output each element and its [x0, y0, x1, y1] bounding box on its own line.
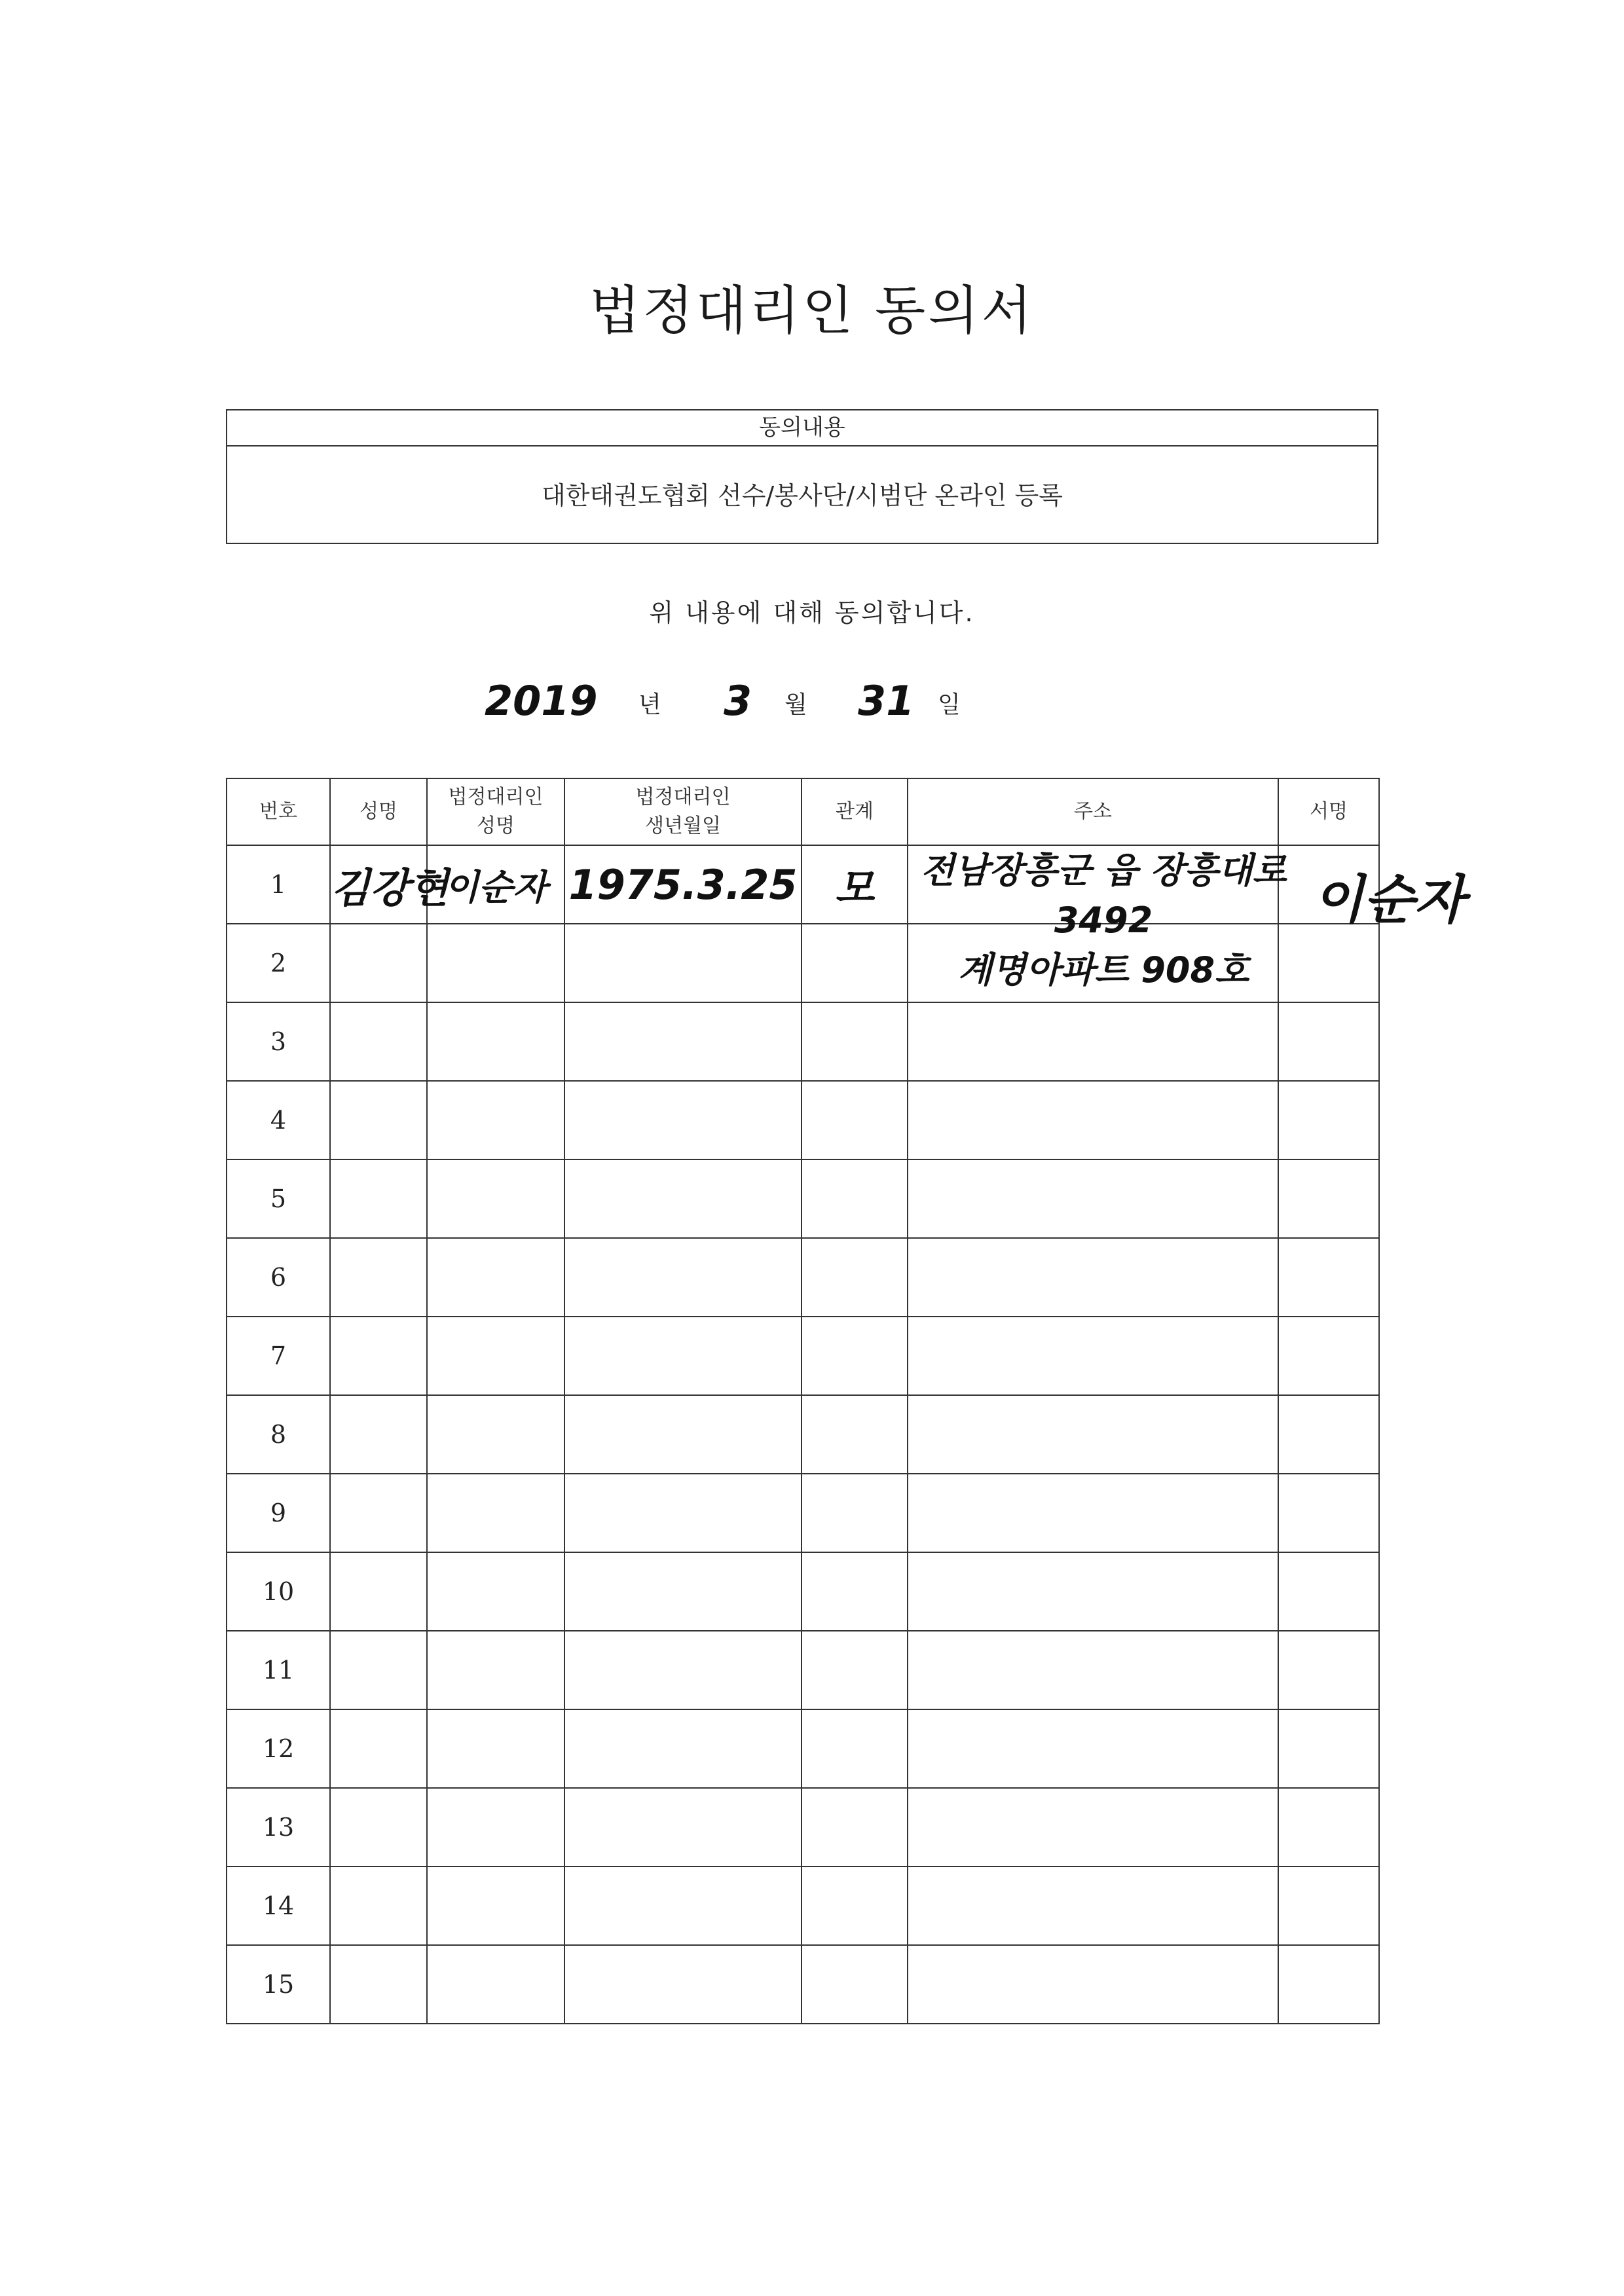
row-guardian-name-cell [427, 845, 564, 924]
empty-cell [908, 1552, 1278, 1631]
row-address-line2: 계명아파트 908호 [957, 949, 1249, 991]
empty-cell [330, 924, 427, 1002]
empty-cell [427, 1317, 564, 1395]
row-relation: 모 [835, 864, 874, 912]
empty-cell [564, 1159, 802, 1238]
empty-cell [427, 1867, 564, 1945]
empty-cell [427, 1552, 564, 1631]
empty-cell [330, 1945, 427, 2024]
empty-cell [564, 924, 802, 1002]
empty-cell [564, 1552, 802, 1631]
empty-cell [330, 1631, 427, 1709]
row-relation-cell [802, 845, 908, 924]
table-row [227, 1159, 1379, 1238]
empty-cell [908, 1709, 1278, 1788]
empty-cell [908, 1945, 1278, 2024]
table-row [227, 1552, 1379, 1631]
empty-cell [802, 1709, 908, 1788]
empty-cell [1278, 1867, 1379, 1945]
empty-cell [1278, 1788, 1379, 1867]
table-row [227, 1474, 1379, 1552]
row-name: 김강현 [331, 864, 449, 912]
empty-cell [330, 1788, 427, 1867]
empty-cell [1278, 1631, 1379, 1709]
empty-cell [802, 1238, 908, 1317]
empty-cell [564, 1474, 802, 1552]
row-number: 1 [227, 845, 330, 924]
table-row [227, 1631, 1379, 1709]
row-number: 10 [227, 1552, 330, 1631]
row-number: 5 [227, 1159, 330, 1238]
empty-cell [908, 1317, 1278, 1395]
empty-cell [1278, 1474, 1379, 1552]
empty-cell [427, 1395, 564, 1474]
header-address: 주소 [908, 778, 1278, 845]
header-guardian-name-line1: 법정대리인 [448, 786, 544, 809]
table-row [227, 1867, 1379, 1945]
empty-cell [427, 1474, 564, 1552]
agree-statement: 위 내용에 대해 동의합니다. [649, 598, 975, 627]
empty-cell [330, 1395, 427, 1474]
row-number: 15 [227, 1945, 330, 2024]
empty-cell [564, 1002, 802, 1081]
empty-cell [802, 1317, 908, 1395]
table-row [227, 1002, 1379, 1081]
empty-cell [802, 924, 908, 1002]
table-header-row [227, 778, 1379, 845]
empty-cell [908, 1002, 1278, 1081]
empty-cell [802, 1159, 908, 1238]
empty-cell [564, 1867, 802, 1945]
empty-cell [564, 1395, 802, 1474]
consent-box [226, 409, 1378, 544]
empty-cell [427, 1081, 564, 1159]
empty-cell [908, 1238, 1278, 1317]
empty-cell [1278, 1395, 1379, 1474]
empty-cell [1278, 1238, 1379, 1317]
header-relation: 관계 [802, 778, 908, 845]
header-signature: 서명 [1278, 778, 1379, 845]
header-guardian-name-line2: 성명 [477, 814, 515, 837]
row-number: 14 [227, 1867, 330, 1945]
empty-cell [330, 1081, 427, 1159]
empty-cell [1278, 1081, 1379, 1159]
empty-cell [802, 1002, 908, 1081]
empty-cell [330, 1002, 427, 1081]
empty-cell [1278, 1002, 1379, 1081]
row-number: 13 [227, 1788, 330, 1867]
date-month: 3 [724, 677, 752, 725]
header-guardian-birth [564, 778, 802, 845]
empty-cell [908, 1474, 1278, 1552]
date-row [0, 674, 1624, 733]
empty-cell [802, 1474, 908, 1552]
row-guardian-birth-cell [564, 845, 802, 924]
empty-cell [908, 1081, 1278, 1159]
row-address [900, 846, 1306, 995]
empty-cell [908, 1159, 1278, 1238]
row-signature: 이순자 [1313, 869, 1465, 930]
date-month-unit: 월 [784, 691, 807, 718]
row-number: 8 [227, 1395, 330, 1474]
consent-content: 대한태권도협회 선수/봉사단/시범단 온라인 등록 [541, 481, 1063, 510]
empty-cell [802, 1081, 908, 1159]
consent-header: 동의내용 [227, 410, 1377, 446]
empty-cell [427, 1631, 564, 1709]
date-year-unit: 년 [638, 691, 661, 718]
row-number: 12 [227, 1709, 330, 1788]
empty-cell [330, 1159, 427, 1238]
empty-cell [427, 924, 564, 1002]
empty-cell [427, 1002, 564, 1081]
empty-cell [802, 1631, 908, 1709]
empty-cell [1278, 1317, 1379, 1395]
date-day: 31 [858, 677, 915, 725]
row-number: 2 [227, 924, 330, 1002]
row-number: 3 [227, 1002, 330, 1081]
row-number: 7 [227, 1317, 330, 1395]
table-row [227, 1317, 1379, 1395]
table-row [227, 1945, 1379, 2024]
empty-cell [908, 1631, 1278, 1709]
empty-cell [802, 1552, 908, 1631]
header-guardian-name [427, 778, 564, 845]
table-row [227, 1081, 1379, 1159]
row-guardian-birth: 1975.3.25 [568, 860, 798, 909]
table-row [227, 1395, 1379, 1474]
empty-cell [427, 1945, 564, 2024]
row-guardian-name: 이순자 [444, 866, 547, 908]
date-day-unit: 일 [938, 691, 961, 718]
empty-cell [427, 1238, 564, 1317]
header-name: 성명 [330, 778, 427, 845]
empty-cell [427, 1788, 564, 1867]
row-address-line1: 전남장흥군 읍 장흥대로 3492 [920, 850, 1287, 941]
empty-cell [564, 1238, 802, 1317]
row-number: 11 [227, 1631, 330, 1709]
empty-cell [802, 1867, 908, 1945]
row-name-cell [330, 845, 449, 924]
document-title: 법정대리인 동의서 [589, 280, 1035, 341]
empty-cell [427, 1159, 564, 1238]
empty-cell [330, 1474, 427, 1552]
table-row [227, 1238, 1379, 1317]
empty-cell [1278, 1945, 1379, 2024]
header-guardian-birth-line1: 법정대리인 [635, 786, 731, 809]
header-guardian-birth-line2: 생년월일 [645, 814, 721, 837]
header-no: 번호 [227, 778, 330, 845]
table-row [227, 1788, 1379, 1867]
empty-cell [1278, 1709, 1379, 1788]
empty-cell [330, 1709, 427, 1788]
empty-cell [330, 1317, 427, 1395]
empty-cell [1278, 1552, 1379, 1631]
empty-cell [908, 1395, 1278, 1474]
empty-cell [802, 1945, 908, 2024]
row-number: 6 [227, 1238, 330, 1317]
empty-cell [330, 1552, 427, 1631]
table-row [227, 1709, 1379, 1788]
empty-cell [802, 1395, 908, 1474]
empty-cell [564, 1317, 802, 1395]
empty-cell [908, 1788, 1278, 1867]
row-number: 4 [227, 1081, 330, 1159]
empty-cell [330, 1238, 427, 1317]
empty-cell [564, 1709, 802, 1788]
empty-cell [564, 1945, 802, 2024]
empty-cell [564, 1631, 802, 1709]
empty-cell [908, 1867, 1278, 1945]
empty-cell [427, 1709, 564, 1788]
empty-cell [564, 1788, 802, 1867]
empty-cell [564, 1081, 802, 1159]
date-year: 2019 [485, 677, 598, 725]
empty-cell [1278, 1159, 1379, 1238]
row-number: 9 [227, 1474, 330, 1552]
empty-cell [330, 1867, 427, 1945]
empty-cell [802, 1788, 908, 1867]
